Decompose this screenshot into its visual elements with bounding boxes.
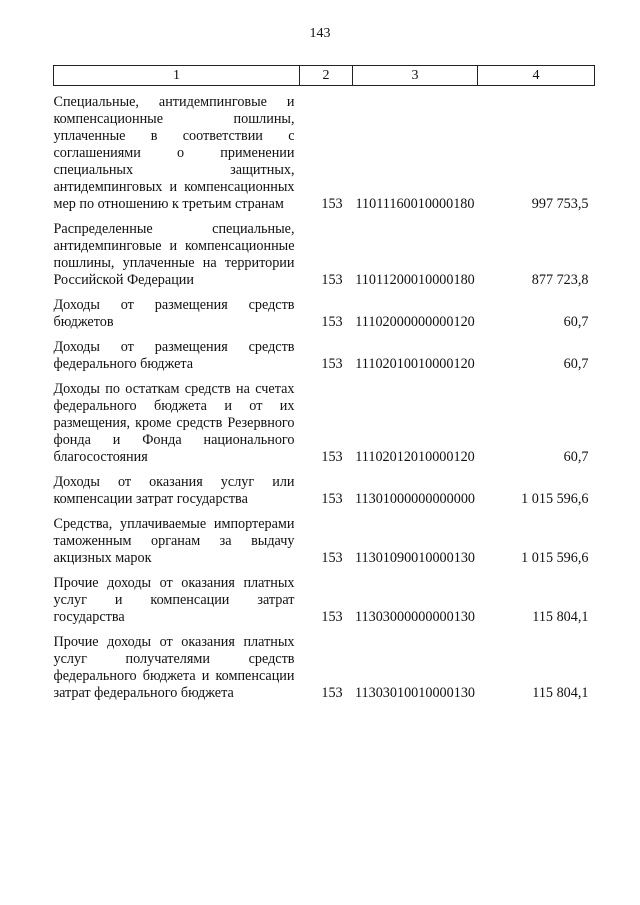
row-amount: 877 723,8 [531,272,589,288]
row-code: 153 [321,491,343,507]
table-row [54,508,595,567]
row-kbk: 11102010010000120 [355,356,475,372]
row-kbk: 11102000000000120 [355,314,475,330]
row-description: Доходы от размещения средств бюджетов [53,297,295,330]
table-row [54,373,595,466]
row-amount: 997 753,5 [531,196,589,212]
row-kbk: 11303000000000130 [354,609,476,625]
table-row [54,331,595,373]
page-number: 143 [309,26,331,41]
row-description: Доходы от оказания услуг или компенсации затрат государства [53,474,295,507]
row-description: Доходы по остаткам средств на счетах федерального бюджета и от их размещения, кроме средств Резервного фонда и Фонда национального благосостояния [53,381,295,465]
row-amount: 115 804,1 [532,685,589,701]
table-row [54,466,595,508]
row-code: 153 [321,356,343,372]
row-kbk: 11303010010000130 [354,685,476,701]
table-row [54,289,595,331]
row-code: 153 [321,272,343,288]
table-row [54,213,595,289]
row-code: 153 [321,685,343,701]
row-code: 153 [321,196,343,212]
row-kbk: 11102012010000120 [355,449,475,465]
row-kbk: 11301090010000130 [354,550,476,566]
row-description: Доходы от размещения средств федерального бюджета [53,339,295,372]
row-kbk: 11011200010000180 [355,272,475,288]
table-row [54,567,595,626]
row-code: 153 [321,449,343,465]
row-description: Распределенные специальные, антидемпинговые и компенсационные пошлины, уплаченные на территории Российской Федерации [53,221,295,288]
revenue-table [53,65,595,702]
row-amount: 1 015 596,6 [521,550,589,566]
table-row [54,86,595,214]
row-description: Прочие доходы от оказания платных услуг получателями средств федерального бюджета и компенсации затрат федерального бюджета [53,634,295,701]
row-description: Средства, уплачиваемые импортерами таможенным органам за выдачу акцизных марок [53,516,295,566]
row-amount: 60,7 [563,314,589,330]
row-code: 153 [321,550,343,566]
row-description: Прочие доходы от оказания платных услуг и компенсации затрат государства [53,575,295,625]
row-amount: 60,7 [563,356,589,372]
table-row [54,626,595,702]
row-code: 153 [321,314,343,330]
row-amount: 1 015 596,6 [521,491,589,507]
column-header-4: 4 [478,66,595,86]
column-header-1: 1 [54,66,300,86]
row-kbk: 11011160010000180 [355,196,475,212]
row-amount: 115 804,1 [532,609,589,625]
row-description: Специальные, антидемпинговые и компенсационные пошлины, уплаченные в соответствии с соглашениями о применении специальных защитных, антидемпинговых и компенсационных мер по отношению к третьим странам [53,94,295,212]
column-header-2: 2 [300,66,353,86]
table-header-row [54,66,595,86]
column-header-3: 3 [353,66,478,86]
row-amount: 60,7 [563,449,589,465]
row-code: 153 [321,609,343,625]
row-kbk: 11301000000000000 [354,491,476,507]
